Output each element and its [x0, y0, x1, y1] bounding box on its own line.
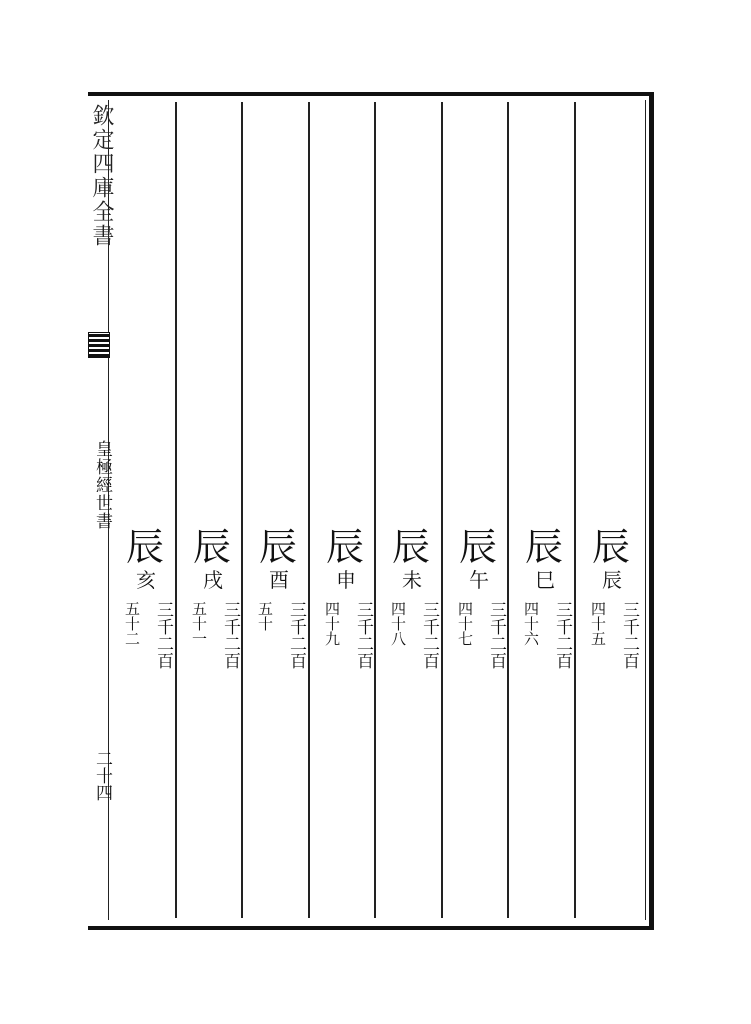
branch-char: 未 [402, 568, 422, 592]
column-entry [111, 525, 177, 725]
column-entry [311, 525, 377, 725]
column-entry [178, 525, 244, 725]
branch-char: 酉 [269, 568, 289, 592]
branch-char: 午 [469, 568, 489, 592]
index-number: 五十二 [123, 601, 141, 646]
index-number: 四十八 [389, 601, 407, 646]
count-number: 三千二百 [619, 601, 639, 669]
text-block-border [108, 100, 646, 920]
column-rule [175, 102, 177, 918]
hexagram-char: 辰 [258, 525, 297, 569]
branch-char: 巳 [535, 568, 555, 592]
hexagram-char: 辰 [325, 525, 364, 569]
column-rule [441, 102, 443, 918]
index-number: 四十七 [456, 601, 474, 646]
column-entry [510, 525, 576, 725]
page-number: 二十四 [92, 750, 112, 801]
column-rule [507, 102, 509, 918]
count-number: 三千二百 [153, 601, 173, 669]
book-title: 欽定四庫全書 [89, 104, 114, 248]
hexagram-char: 辰 [524, 525, 563, 569]
branch-char: 戌 [203, 568, 223, 592]
column-entry [377, 525, 443, 725]
count-number: 三千二百 [220, 601, 240, 669]
branch-char: 申 [336, 568, 356, 592]
column-rule [374, 102, 376, 918]
count-number: 三千二百 [486, 601, 506, 669]
fold-margin [88, 100, 114, 920]
index-number: 四十九 [323, 601, 341, 646]
index-number: 五十一 [190, 601, 208, 646]
count-number: 三千二百 [353, 601, 373, 669]
hexagram-char: 辰 [391, 525, 430, 569]
hexagram-char: 辰 [125, 525, 164, 569]
hexagram-char: 辰 [458, 525, 497, 569]
column-entry [577, 525, 643, 725]
index-number: 四十六 [522, 601, 540, 646]
hexagram-char: 辰 [192, 525, 231, 569]
branch-char: 亥 [136, 568, 156, 592]
index-number: 四十五 [589, 601, 607, 646]
hexagram-char: 辰 [591, 525, 630, 569]
count-number: 三千二百 [552, 601, 572, 669]
column-entry [444, 525, 510, 725]
count-number: 三千二百 [286, 601, 306, 669]
fish-tail-mark [88, 332, 110, 358]
column-rule [308, 102, 310, 918]
index-number: 五十 [256, 601, 274, 631]
column-rule [574, 102, 576, 918]
branch-char: 辰 [602, 568, 622, 592]
count-number: 三千二百 [419, 601, 439, 669]
column-entry [244, 525, 310, 725]
volume-title: 皇極經世書 [92, 440, 112, 530]
column-rule [241, 102, 243, 918]
